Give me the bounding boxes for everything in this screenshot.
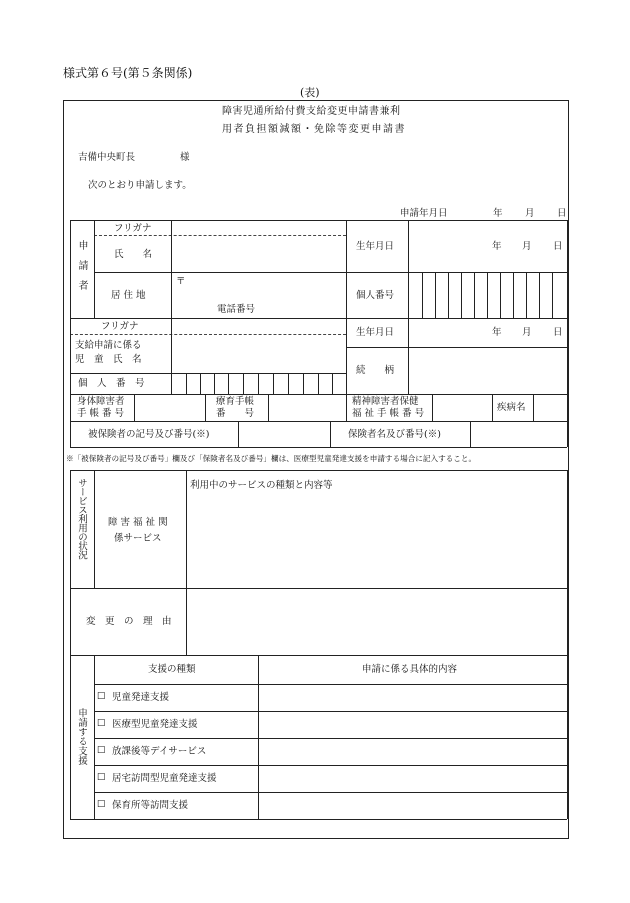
honorific: 様 (180, 152, 190, 163)
date-month-label: 月 (525, 208, 535, 219)
service-row-label-line1: 障 害 福 祉 関 (108, 517, 168, 528)
ryoiku-handbook-label-line2: 番 号 (216, 408, 255, 419)
support-item-label: 児童発達支援 (112, 692, 170, 703)
date-year-label: 年 (493, 208, 503, 219)
relation-label: 続 柄 (356, 365, 395, 376)
service-content-header: 利用中のサービスの種類と内容等 (190, 480, 333, 491)
child-name-label-line1: 支給申請に係る (75, 340, 142, 351)
phone-label: 電話番号 (217, 304, 256, 315)
disease-name-label: 疾病名 (497, 402, 526, 413)
physical-handbook-label-line2: 手 帳 番 号 (77, 408, 125, 419)
support-checkbox[interactable]: ☐ (97, 799, 106, 810)
insurance-note: ※「被保険者の記号及び番号」欄及び「保険者名及び番号」欄は、医療型児童発達支援を申請する場合に記入すること。 (66, 454, 477, 463)
applicant-birthdate-label: 生年月日 (356, 241, 395, 252)
applicant-furigana-label: フリガナ (114, 223, 152, 234)
support-detail-header: 申請に係る具体的内容 (362, 664, 458, 675)
mental-handbook-label-line1: 精神障害者保健 (352, 396, 419, 407)
support-checkbox[interactable]: ☐ (97, 745, 106, 756)
form-number: 様式第６号(第５条関係) (63, 66, 193, 80)
child-birth-year: 年 (492, 327, 502, 338)
form-title-line2: 用者負担額減額・免除等変更申請書 (222, 124, 406, 135)
applicant-personal-number-label: 個人番号 (356, 290, 395, 301)
form-title-line1: 障害児通所給付費支給変更申請書兼利 (222, 106, 401, 117)
support-checkbox[interactable]: ☐ (97, 772, 106, 783)
postal-mark: 〒 (176, 276, 186, 287)
support-type-header: 支援の種類 (148, 664, 196, 675)
insurer-name-label: 保険者名及び番号(※) (348, 429, 441, 440)
child-name-label-line2: 児 童 氏 名 (75, 354, 142, 365)
child-personal-number-label: 個 人 番 号 (78, 378, 145, 389)
child-birth-day: 日 (553, 327, 563, 338)
support-item-label: 居宅訪問型児童発達支援 (112, 773, 217, 784)
applicant-name-label: 氏 名 (114, 249, 153, 260)
support-section-label: 申請する支援 (76, 708, 87, 765)
service-row-label-line2: 係サービス (114, 533, 162, 544)
date-day-label: 日 (557, 208, 567, 219)
intro-text: 次のとおり申請します。 (88, 180, 192, 191)
applicant-section-label: 申請者 (76, 240, 87, 300)
support-checkbox[interactable]: ☐ (97, 691, 106, 702)
mental-handbook-label-line2: 福 祉 手 帳 番 号 (352, 408, 425, 419)
change-reason-label: 変 更 の 理 由 (86, 616, 172, 627)
insured-number-label: 被保険者の記号及び番号(※) (88, 429, 210, 440)
physical-handbook-label-line1: 身体障害者 (77, 396, 125, 407)
service-usage-section-label: サービス利用の状況 (76, 478, 87, 559)
applicant-address-label: 居 住 地 (111, 290, 146, 301)
child-birthdate-label: 生年月日 (356, 327, 395, 338)
support-checkbox[interactable]: ☐ (97, 718, 106, 729)
ryoiku-handbook-label-line1: 療育手帳 (216, 396, 255, 407)
addressee: 吉備中央町長 (78, 152, 136, 163)
applicant-birth-month: 月 (522, 241, 532, 252)
child-birth-month: 月 (522, 327, 532, 338)
support-item-label: 医療型児童発達支援 (112, 719, 198, 730)
support-item-label: 放課後等デイサービス (112, 746, 207, 757)
side-label: (表) (300, 86, 320, 99)
applicant-birth-day: 日 (553, 241, 563, 252)
application-date-label: 申請年月日 (400, 208, 448, 219)
child-furigana-label: フリガナ (101, 321, 139, 332)
support-item-label: 保育所等訪問支援 (112, 800, 189, 811)
applicant-birth-year: 年 (492, 241, 502, 252)
